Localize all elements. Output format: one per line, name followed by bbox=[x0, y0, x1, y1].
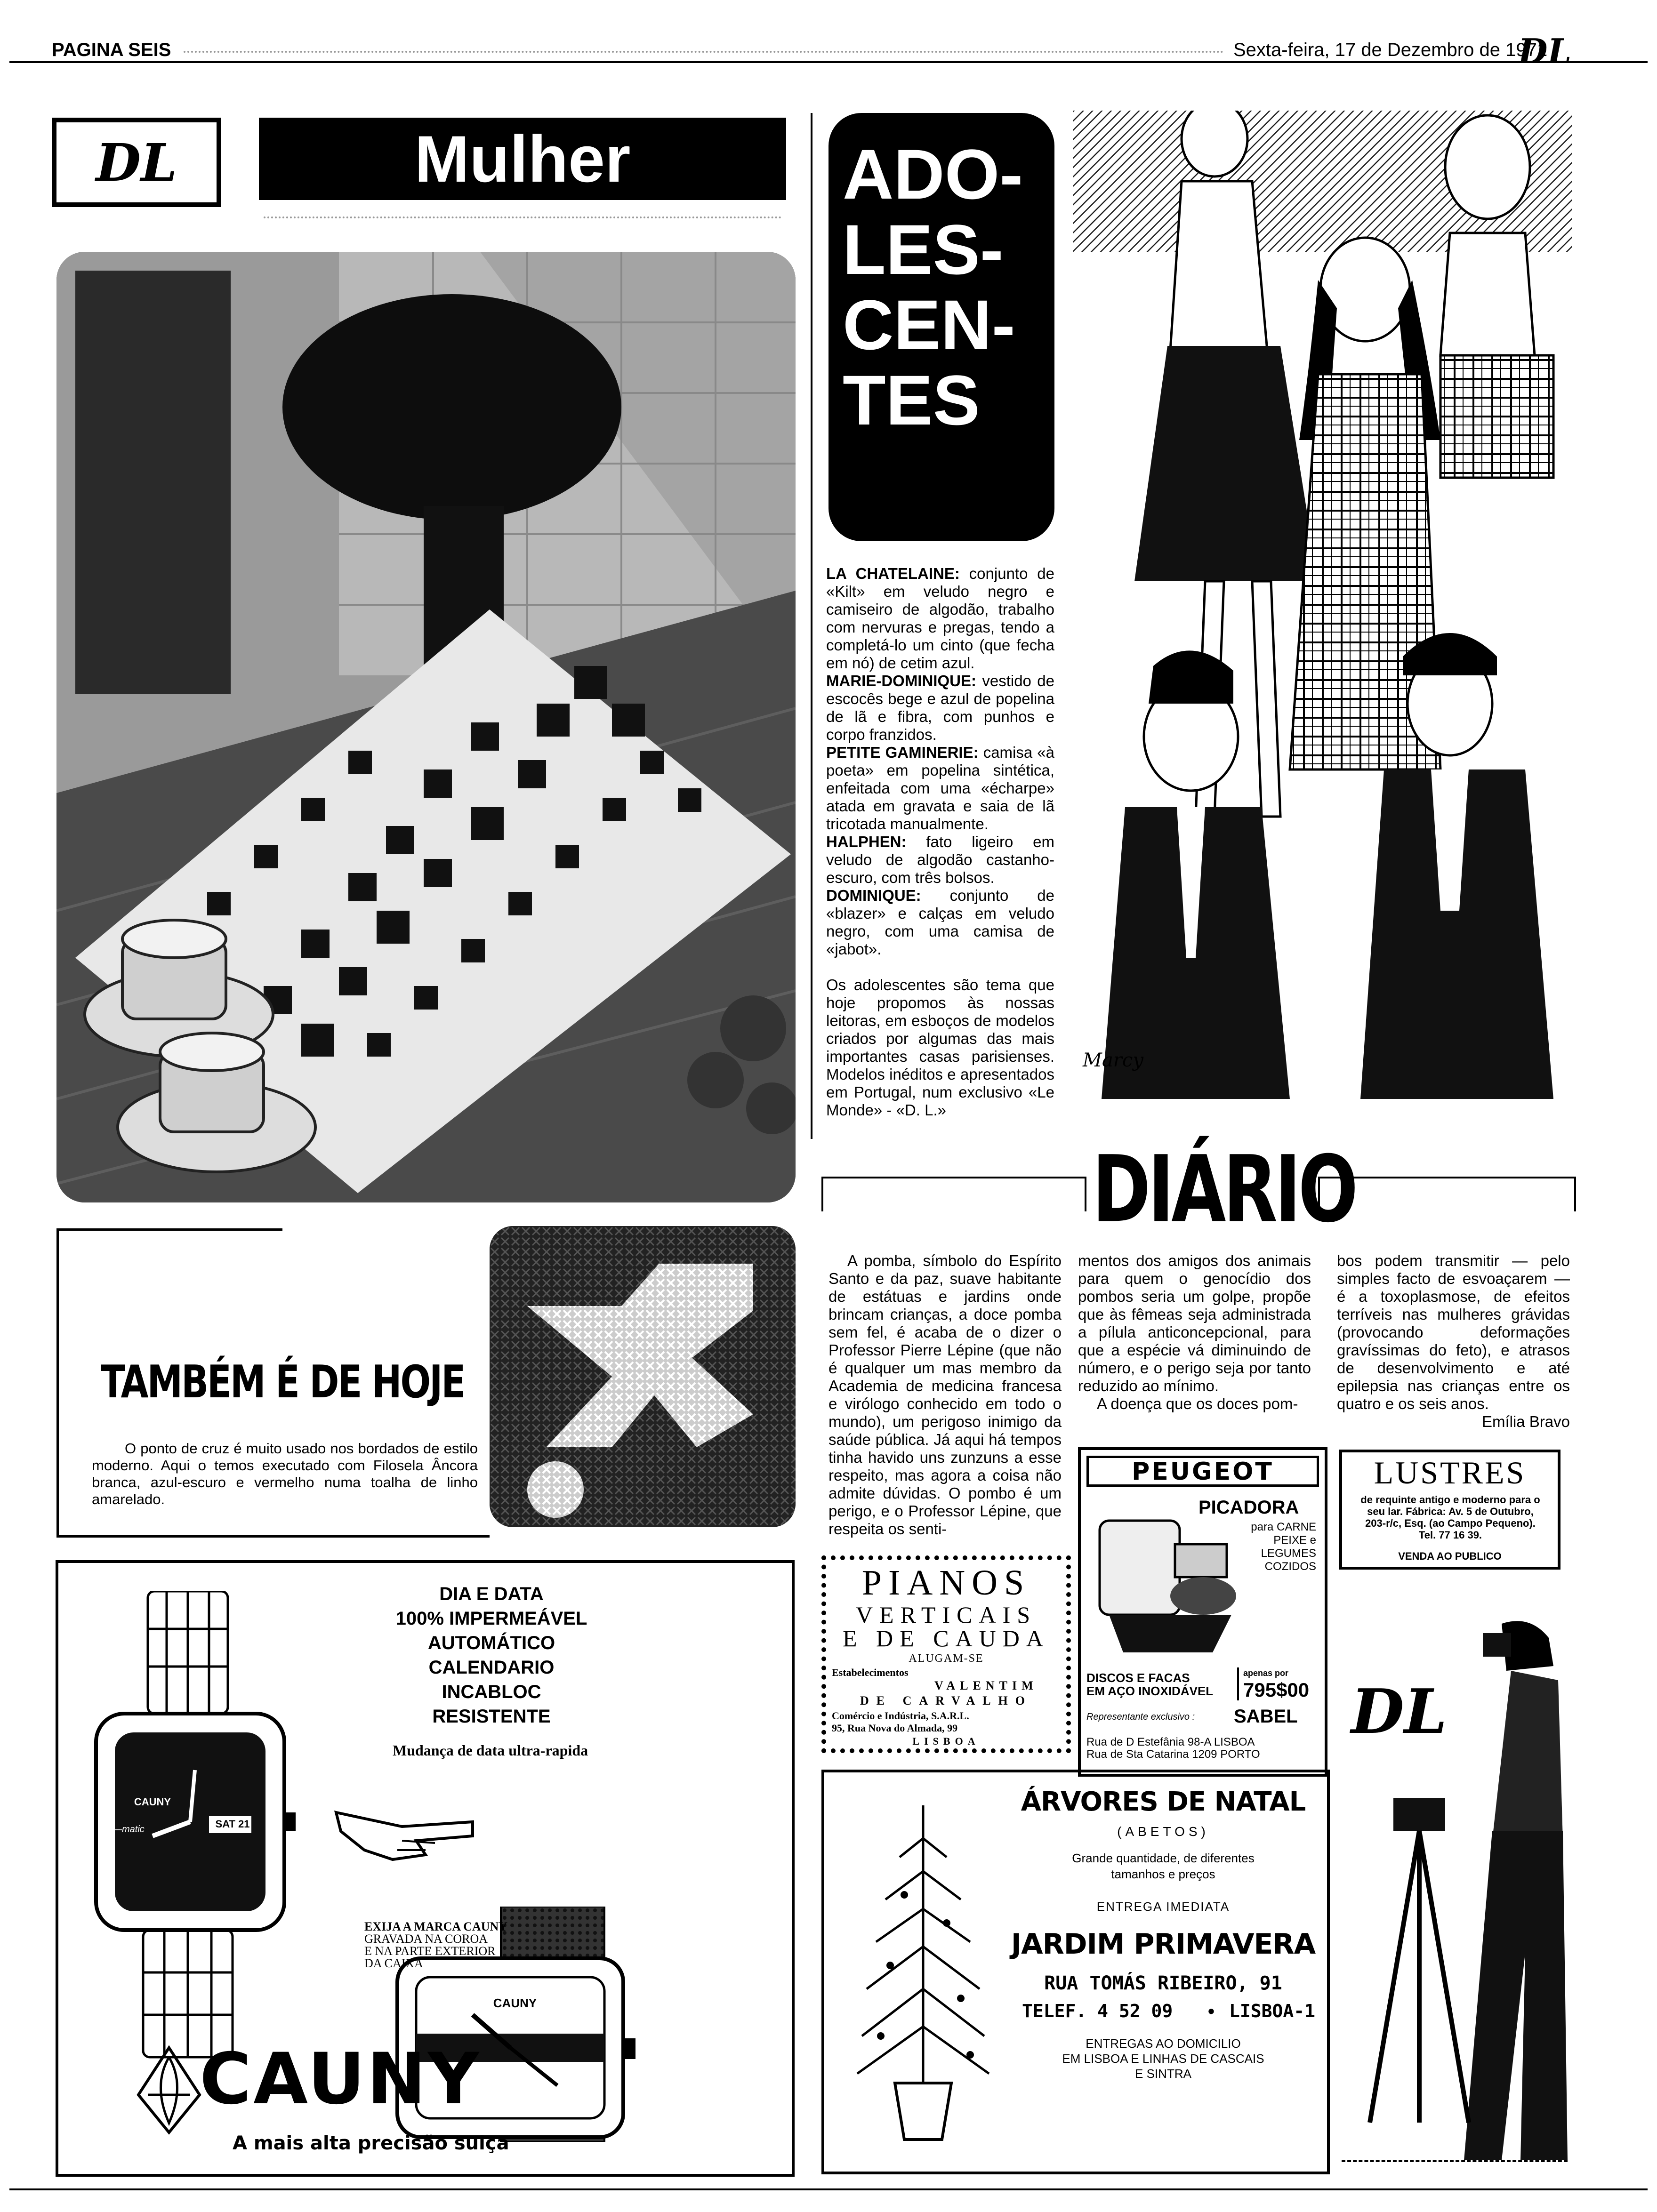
footer-rule bbox=[9, 2188, 1648, 2190]
discos-line: EM AÇO INOXIDÁVEL bbox=[1086, 1684, 1214, 1698]
dial-date: SAT 21 bbox=[215, 1818, 250, 1830]
section-logo: DL bbox=[52, 118, 221, 207]
arvores-entrega: ENTREGA IMEDIATA bbox=[1096, 1899, 1230, 1914]
pianos-title: PIANOS bbox=[861, 1563, 1031, 1603]
pianos-cauda: E DE CAUDA bbox=[843, 1625, 1050, 1651]
feature: 100% IMPERMEÁVEL bbox=[395, 1608, 587, 1629]
domicilio-line: ENTREGAS AO DOMICILIO bbox=[1086, 2036, 1241, 2051]
pianos-city: LISBOA bbox=[912, 1735, 980, 1747]
arvores-telef: TELEF. 4 52 09 bbox=[1022, 2001, 1173, 2021]
feature: CALENDARIO bbox=[428, 1657, 555, 1678]
tambem-text-block bbox=[92, 1440, 478, 1508]
dial-model: —matic bbox=[113, 1824, 145, 1835]
item-paragraph bbox=[826, 833, 1054, 887]
item-name: DOMINIQUE: bbox=[826, 887, 921, 904]
fashion-illustration-art bbox=[1073, 111, 1572, 1108]
header-date: Sexta-feira, 17 de Dezembro de 1971 bbox=[1233, 40, 1548, 60]
section-dotted-rule bbox=[264, 216, 781, 218]
pianos-carvalho: DE CARVALHO bbox=[860, 1694, 1033, 1707]
diario-text: mentos dos amigos dos animais para quem o genocídio dos pombos seria um golpe, propõe que às fêmeas seja administrada a pílula anticoncepcional, para que a espécie vá diminuindo de número, e o perigo seja por tanto reduzido ao mínimo. bbox=[1078, 1252, 1311, 1395]
peugeot-addresses bbox=[1086, 1736, 1260, 1761]
lustres-ad bbox=[1339, 1450, 1560, 1570]
diario-frame-right bbox=[1318, 1177, 1576, 1211]
item-paragraph bbox=[826, 744, 1054, 833]
peugeot-product: PICADORA bbox=[1199, 1497, 1299, 1518]
photographer-illustration bbox=[1342, 1595, 1568, 2170]
headline-line: ADO- bbox=[843, 135, 1023, 214]
dial-brand: CAUNY bbox=[134, 1796, 171, 1808]
diario-author: Emília Bravo bbox=[1481, 1413, 1570, 1430]
promo-dotted-rule bbox=[1342, 2160, 1568, 2162]
pianos-firm: Comércio e Indústria, S.A.R.L. bbox=[832, 1710, 969, 1722]
peugeot-divider bbox=[1237, 1667, 1239, 1700]
pianos-valentim: VALENTIM bbox=[934, 1679, 1038, 1692]
cauny-fleur-logo bbox=[134, 2043, 204, 2137]
mincer-image bbox=[1090, 1502, 1241, 1657]
diario-col-3 bbox=[1337, 1252, 1570, 1431]
para-line: PEIXE e bbox=[1273, 1534, 1316, 1547]
peugeot-discos bbox=[1086, 1671, 1213, 1698]
feature: RESISTENTE bbox=[432, 1706, 551, 1727]
pianos-est: Estabelecimentos bbox=[832, 1667, 909, 1678]
adolescentes-headline bbox=[828, 113, 1054, 541]
arvores-desc: Grande quantidade, de diferentes tamanhos e preços bbox=[1072, 1851, 1255, 1881]
arvores-city: LISBOA-1 bbox=[1229, 2001, 1316, 2021]
item-desc: fato ligeiro em veludo de algodão castanho-escuro, com três bolsos. bbox=[826, 833, 1054, 886]
peugeot-ad bbox=[1078, 1447, 1327, 1777]
headline-line: TES bbox=[843, 361, 980, 440]
section-title: Mulher bbox=[259, 118, 786, 200]
lustres-sale: VENDA AO PUBLICO bbox=[1398, 1550, 1502, 1562]
lustres-text: de requinte antigo e moderno para o seu lar. Fábrica: Av. 5 de Outubro, 203-r/c, Esq. (ao Campo Pequeno). Tel. 77 16 39. bbox=[1360, 1494, 1540, 1541]
peugeot-brand: PEUGEOT bbox=[1086, 1456, 1319, 1487]
adolescentes-text bbox=[826, 565, 1054, 1119]
peugeot-price: 795$00 bbox=[1243, 1679, 1310, 1701]
header-dotted-rule bbox=[184, 51, 1224, 53]
arvores-address: RUA TOMÁS RIBEIRO, 91 bbox=[1044, 1972, 1282, 1994]
para-line: LEGUMES bbox=[1261, 1547, 1316, 1560]
page-label: PAGINA SEIS bbox=[52, 40, 171, 60]
item-desc: camisa «à poeta» em popelina sintética, enfeitada com uma «écharpe» atada em gravata e saia de lã tricotada manualmente. bbox=[826, 744, 1055, 833]
para-line: COZIDOS bbox=[1264, 1560, 1316, 1573]
pointing-hand-icon bbox=[331, 1784, 482, 1864]
peugeot-rep-label: Representante exclusivo : bbox=[1086, 1712, 1195, 1722]
header-rule bbox=[9, 61, 1648, 63]
para-line: para CARNE bbox=[1251, 1521, 1316, 1533]
pianos-alugam: ALUGAM-SE bbox=[909, 1652, 984, 1665]
exija-line: GRAVADA NA COROA bbox=[364, 1932, 488, 1946]
arvores-title: ÁRVORES DE NATAL bbox=[1021, 1787, 1306, 1817]
item-name: LA CHATELAINE: bbox=[826, 565, 960, 582]
item-name: HALPHEN: bbox=[826, 833, 907, 850]
tambem-frame-top bbox=[56, 1228, 282, 1231]
item-desc: conjunto de «blazer» e calças em veludo negro, com uma camisa de «jabot». bbox=[826, 887, 1054, 958]
address-line: Rua de D Estefânia 98-A LISBOA bbox=[1086, 1736, 1255, 1748]
arvores-name: JARDIM PRIMAVERA bbox=[1011, 1928, 1316, 1961]
item-paragraph bbox=[826, 672, 1054, 744]
pianos-verticais: VERTICAIS bbox=[855, 1602, 1037, 1628]
cauny-ad bbox=[56, 1560, 795, 2177]
diario-frame-left bbox=[821, 1177, 1086, 1211]
domicilio-line: EM LISBOA E LINHAS DE CASCAIS bbox=[1062, 2052, 1264, 2066]
diario-col-1 bbox=[828, 1252, 1062, 1538]
diario-col-2 bbox=[1078, 1252, 1311, 1413]
cauny-bracelet-watch bbox=[77, 1591, 298, 2062]
headline-line: LES- bbox=[843, 210, 1004, 289]
exija-line: DA CAIXA bbox=[364, 1956, 423, 1970]
diario-text: bos podem transmitir — pelo simples facto de esvoaçarem — é a toxoplasmose, de efeitos terríveis nas mulheres grávidas (provocando deformações gravíssimas do feto), e atrasos de desenvolvimento e até epilepsia nas crianças entre os quatro e os seis anos. bbox=[1337, 1252, 1570, 1412]
item-desc: vestido de escocês bege e azul de popelina de lã e fibra, com punhos e corpo franzidos. bbox=[826, 672, 1054, 743]
cross-stitch-photo-art bbox=[490, 1226, 796, 1527]
header-logo: DL bbox=[1518, 31, 1572, 71]
diario-text: A pomba, símbolo do Espírito Santo e da paz, suave habitante de estátuas e jardins onde brincam crianças, a doce pomba sem fel, é acaba de o dizer o Professor Pierre Lépine (que não é qualquer um mas membro da Academia de medicina francesa e virólogo conhecido em todo o mundo), um perigoso inimigo da saúde pública. Já aqui há tempos tinha havido uns zunzuns a esse respeito, mas agora a coisa não admite dúvidas. O pombo é um perigo, e o Professor Lépine, que respeita os senti- bbox=[828, 1252, 1062, 1538]
tambem-frame-left bbox=[56, 1228, 59, 1537]
diario-text: A doença que os doces pom- bbox=[1097, 1395, 1298, 1412]
cauny-slogan: A mais alta precisão suiça bbox=[233, 2132, 509, 2154]
closing-paragraph: Os adolescentes são tema que hoje propomos às nossas leitoras, em esboços de modelos criados por algumas das mais importantes casas parisienses. Modelos inéditos e apresentados em Portugal, num exclusivo «Le Monde» - «D. L.» bbox=[826, 976, 1054, 1119]
feature: DIA E DATA bbox=[439, 1584, 544, 1604]
peugeot-apenas: apenas por bbox=[1243, 1668, 1289, 1678]
exija-line: E NA PARTE EXTERIOR bbox=[364, 1944, 496, 1958]
bullet-icon: • bbox=[1208, 2001, 1215, 2022]
headline-line: CEN- bbox=[843, 285, 1015, 364]
discos-line: DISCOS E FACAS bbox=[1086, 1671, 1190, 1685]
pianos-address: 95, Rua Nova do Almada, 99 bbox=[832, 1722, 958, 1734]
address-line: Rua de Sta Catarina 1209 PORTO bbox=[1086, 1748, 1260, 1761]
cauny-features bbox=[322, 1582, 661, 1729]
christmas-tree-image bbox=[853, 1801, 994, 2149]
diario-title: DIÁRIO bbox=[1092, 1137, 1356, 1243]
column-rule bbox=[811, 113, 812, 1139]
arvores-domicilio bbox=[1003, 2036, 1323, 2081]
arvores-sub: (ABETOS) bbox=[1117, 1824, 1209, 1839]
cross-stitch-photo bbox=[490, 1226, 796, 1527]
table-runner-photo bbox=[56, 252, 796, 1202]
lustres-title: LUSTRES bbox=[1374, 1455, 1526, 1491]
item-desc: conjunto de «Kilt» em veludo negro e camiseiro de algodão, trabalho com nervuras e pregas, tendo a completá-lo um cinto (que fecha em nó) de cetim azul. bbox=[826, 565, 1055, 672]
item-paragraph bbox=[826, 887, 1054, 958]
item-name: PETITE GAMINERIE: bbox=[826, 744, 979, 761]
illustrator-signature: Marcy bbox=[1083, 1050, 1143, 1071]
peugeot-rep-name: SABEL bbox=[1234, 1706, 1298, 1727]
cauny-exija bbox=[364, 1921, 507, 1970]
exija-line: EXIJA A MARCA CAUNY bbox=[364, 1920, 508, 1933]
cauny-brand: CAUNY bbox=[200, 2038, 481, 2120]
arvores-ad bbox=[821, 1770, 1330, 2174]
pianos-ad bbox=[821, 1555, 1071, 1753]
item-paragraph bbox=[826, 565, 1054, 672]
promo-logo: DL bbox=[1351, 1675, 1448, 1747]
table-runner-photo-art bbox=[56, 252, 796, 1202]
tambem-text: O ponto de cruz é muito usado nos bordados de estilo moderno. Aqui o temos executado com Filosela Âncora branca, azul-escuro e vermelho numa toalha de linho amarelado. bbox=[92, 1440, 478, 1507]
tambem-title: TAMBÉM É DE HOJE bbox=[100, 1355, 465, 1408]
feature: INCABLOC bbox=[442, 1682, 541, 1702]
item-name: MARIE-DOMINIQUE: bbox=[826, 672, 976, 689]
cauny-tagline: Mudança de data ultra-rapida bbox=[393, 1742, 588, 1759]
tambem-frame-bottom bbox=[56, 1535, 490, 1538]
square-dial-brand: CAUNY bbox=[493, 1996, 537, 2010]
dl-promo bbox=[1342, 1595, 1568, 2170]
feature: AUTOMÁTICO bbox=[427, 1633, 555, 1653]
fashion-illustration bbox=[1073, 111, 1572, 1108]
domicilio-line: E SINTRA bbox=[1135, 2067, 1191, 2081]
